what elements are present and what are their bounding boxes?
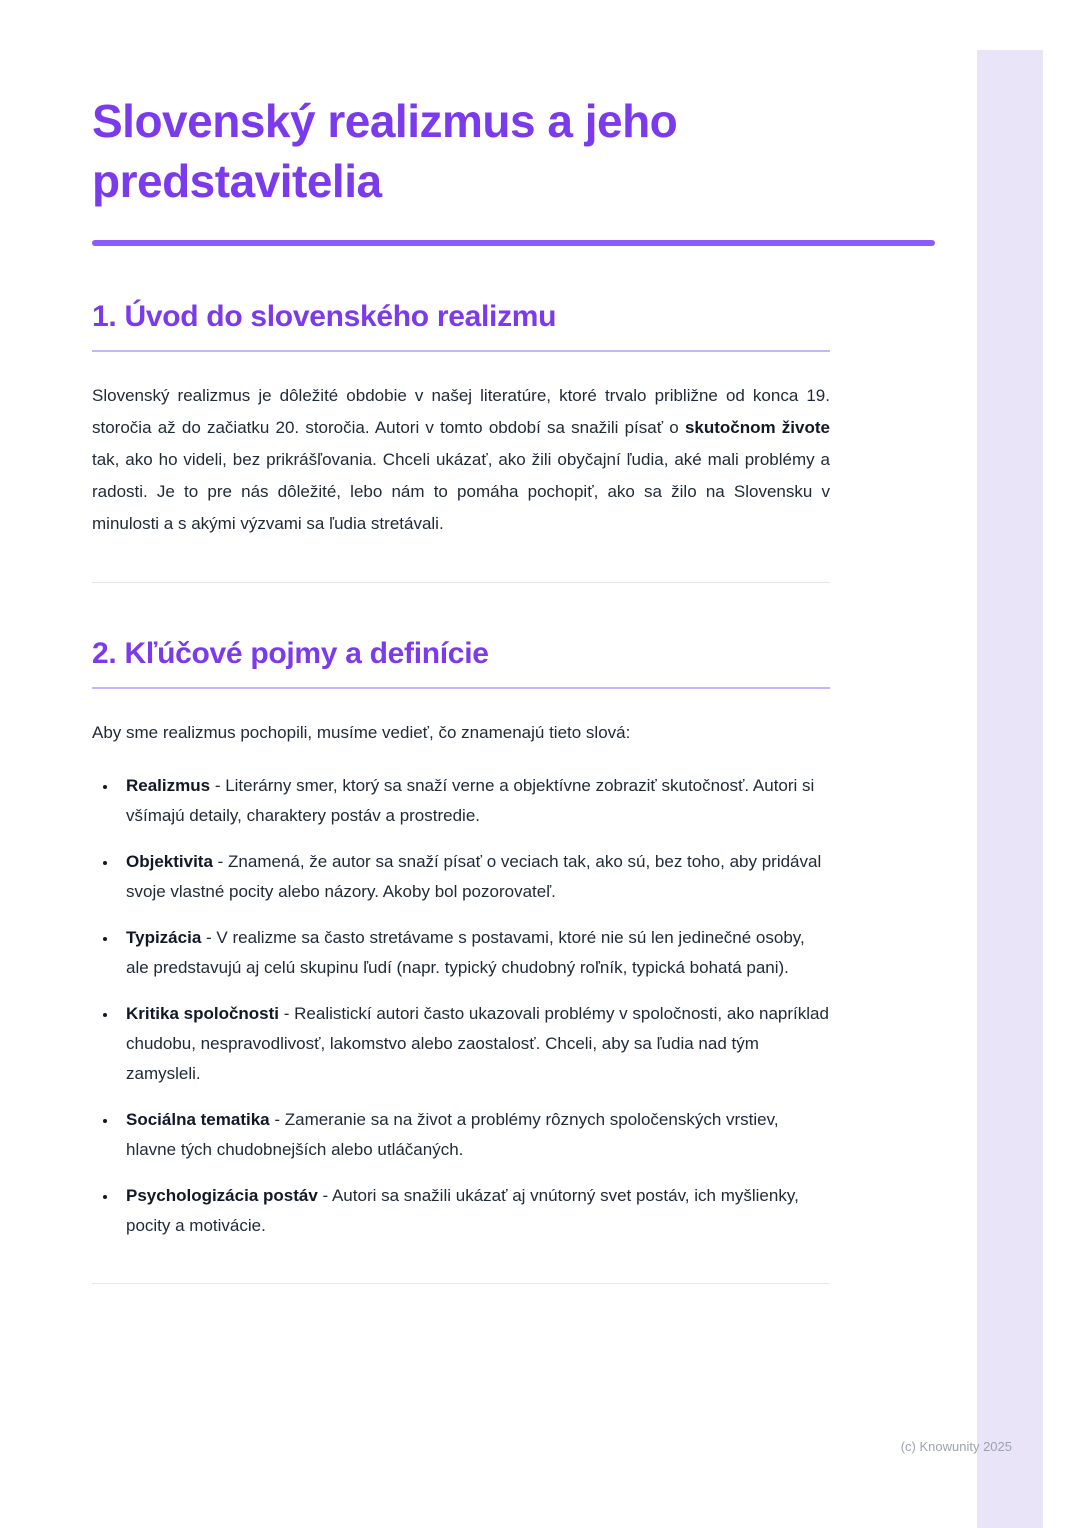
term-label: Psychologizácia postáv <box>126 1185 318 1205</box>
document-content <box>92 92 935 1284</box>
page-title: Slovenský realizmus a jeho predstavitelia <box>92 95 678 207</box>
paragraph-text: Slovenský realizmus je dôležité obdobie v našej literatúre, ktoré trvalo približne od konca 19. storočia až do začiatku 20. storočia. Autori v tomto období sa snažili písať o <box>92 385 830 437</box>
list-item <box>118 923 830 983</box>
section-uvod <box>92 300 830 540</box>
paragraph-text: tak, ako ho videli, bez prikrášľovania. Chceli ukázať, ako žili obyčajní ľudia, aké mali problémy a radosti. Je to pre nás dôležité, lebo nám to pomáha pochopiť, ako sa žilo na Slovensku v minulosti a s akými výzvami sa ľudia stretávali. <box>92 449 830 533</box>
term-definition: - Realistickí autori často ukazovali problémy v spoločnosti, ako napríklad chudobu, nespravodlivosť, lakomstvo alebo zaostalosť. Chceli, aby sa ľudia nad tým zamysleli. <box>126 1003 829 1083</box>
key-terms-list <box>92 771 830 1241</box>
title-divider-rule <box>92 240 935 246</box>
term-label: Kritika spoločnosti <box>126 1003 280 1023</box>
list-item <box>118 999 830 1089</box>
term-label: Typizácia <box>126 927 202 947</box>
section-1-paragraph <box>92 380 830 540</box>
term-label: Sociálna tematika <box>126 1109 270 1129</box>
section-pojmy <box>92 637 830 1241</box>
right-margin-stripe <box>977 50 1043 1528</box>
section-2-intro: Aby sme realizmus pochopili, musíme vedieť, čo znamenajú tieto slová: <box>92 722 631 742</box>
term-definition: - Znamená, že autor sa snaží písať o veciach tak, ako sú, bez toho, aby pridával svoje vlastné pocity alebo názory. Akoby bol pozorovateľ. <box>126 851 822 901</box>
term-label: Objektivita <box>126 851 213 871</box>
list-item <box>118 771 830 831</box>
section-divider-2 <box>92 1283 830 1284</box>
term-label: Realizmus <box>126 775 211 795</box>
bold-key-phrase: skutočnom živote <box>684 417 830 437</box>
copyright-notice: (c) Knowunity 2025 <box>900 1439 1012 1454</box>
term-definition: - Zameranie sa na život a problémy rôznych spoločenských vrstiev, hlavne tých chudobnejších alebo utláčaných. <box>126 1109 779 1159</box>
term-definition: - V realizme sa často stretávame s postavami, ktoré nie sú len jedinečné osoby, ale predstavujú aj celú skupinu ľudí (napr. typický chudobný roľník, typická bohatá pani). <box>126 927 805 977</box>
list-item <box>118 1105 830 1165</box>
term-definition: - Literárny smer, ktorý sa snaží verne a objektívne zobraziť skutočnosť. Autori si všímajú detaily, charaktery postáv a prostredie. <box>126 775 815 825</box>
section-2-heading: 2. Kľúčové pojmy a definície <box>92 637 830 689</box>
term-definition: - Autori sa snažili ukázať aj vnútorný svet postáv, ich myšlienky, pocity a motivácie. <box>126 1185 799 1235</box>
section-divider-1 <box>92 582 830 583</box>
list-item <box>118 1181 830 1241</box>
section-1-heading: 1. Úvod do slovenského realizmu <box>92 300 830 352</box>
list-item <box>118 847 830 907</box>
